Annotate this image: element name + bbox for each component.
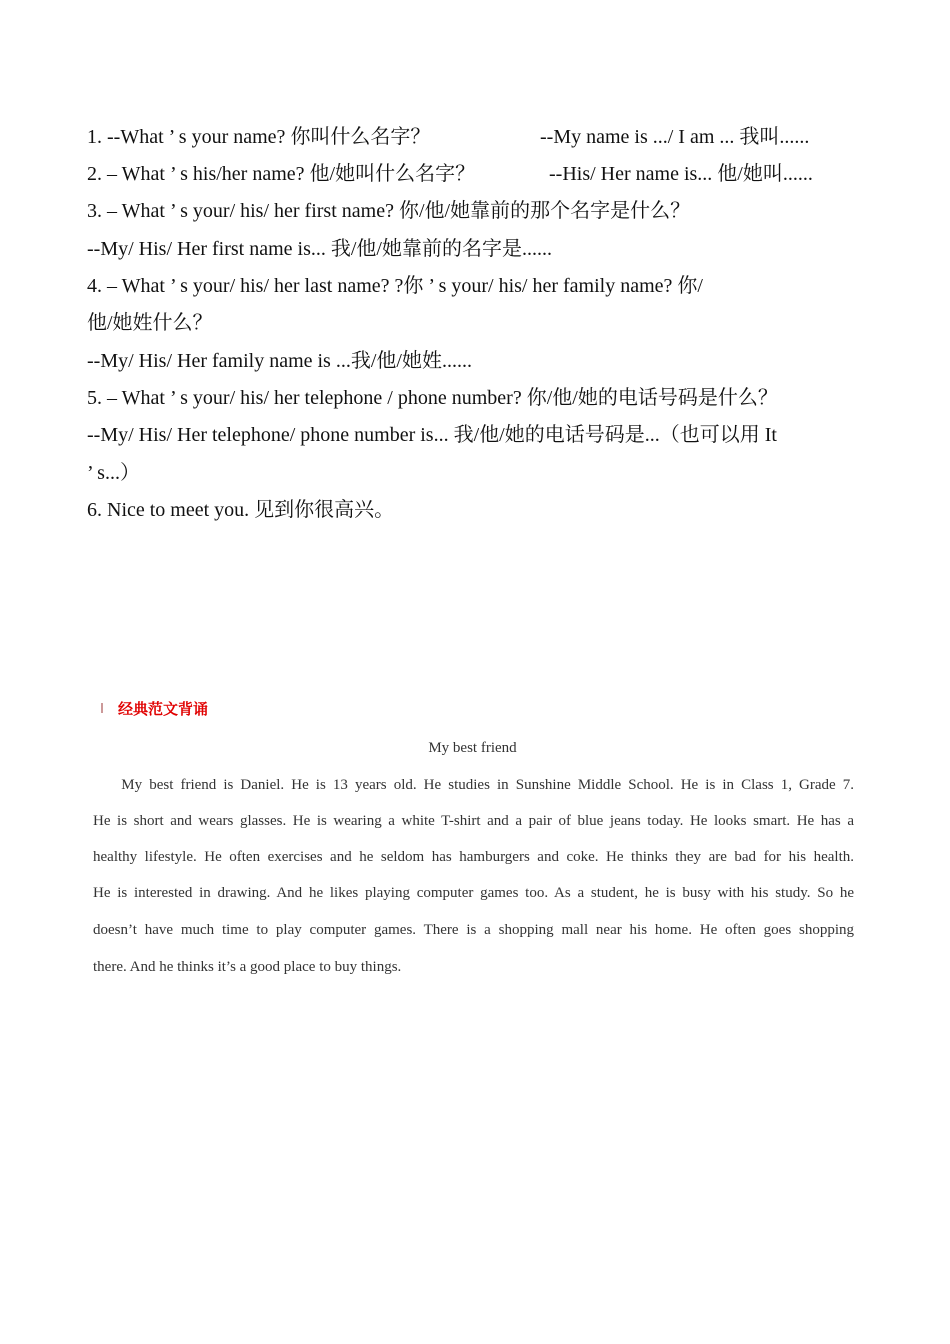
sentence-2-question: 2. – What ’ s his/her name? 他/她叫什么名字？ — [87, 163, 476, 185]
sentence-line-1 — [87, 125, 810, 149]
essay-line-4: He is interested in drawing. And he likes playing computer games too. As a student, he is busy with his study. So he — [93, 885, 854, 901]
sentence-line-3-answer: --My/ His/ Her first name is... 我/他/她靠前的名字是...... — [87, 238, 552, 260]
essay-line-6: there. And he thinks it’s a good place to buy things. — [93, 959, 402, 975]
sentence-line-6: 6. Nice to meet you. 见到你很高兴。 — [87, 499, 395, 521]
sentence-line-5-cont: ’ s...） — [87, 462, 140, 484]
section-marker — [101, 703, 103, 713]
sentence-line-5: 5. – What ’ s your/ his/ her telephone / phone number? 你/他/她的电话号码是什么？ — [87, 387, 778, 409]
sentence-1-answer: --My name is .../ I am ... 我叫...... — [540, 126, 810, 148]
sentence-1-question: 1. --What ’ s your name? 你叫什么名字？ — [87, 126, 431, 148]
sentence-line-4-cont: 他/她姓什么？ — [87, 312, 213, 334]
essay-line-1: My best friend is Daniel. He is 13 years old. He studies in Sunshine Middle School. He is in Class 1, Grade 7. — [93, 777, 854, 793]
sentence-line-2 — [87, 162, 813, 186]
essay-line-2: He is short and wears glasses. He is wearing a white T-shirt and a pair of blue jeans today. He looks smart. He has a — [93, 813, 854, 829]
sentence-line-3: 3. – What ’ s your/ his/ her first name? 你/他/她靠前的那个名字是什么？ — [87, 200, 691, 222]
section-title: 经典范文背诵 — [118, 700, 209, 718]
essay-line-5: doesn’t have much time to play computer games. There is a shopping mall near his home. He often goes shopping — [93, 922, 854, 938]
sentence-2-answer: --His/ Her name is... 他/她叫...... — [549, 163, 813, 185]
essay-title: My best friend — [428, 740, 517, 756]
sentence-line-5-answer: --My/ His/ Her telephone/ phone number is... 我/他/她的电话号码是...（也可以用 It — [87, 424, 777, 446]
essay-line-3: healthy lifestyle. He often exercises and he seldom has hamburgers and coke. He thinks they are bad for his health. — [93, 849, 854, 865]
sentence-line-4-answer: --My/ His/ Her family name is ...我/他/她姓...... — [87, 350, 472, 372]
sentence-line-4: 4. – What ’ s your/ his/ her last name? ?你 ’ s your/ his/ her family name? 你/ — [87, 275, 703, 297]
